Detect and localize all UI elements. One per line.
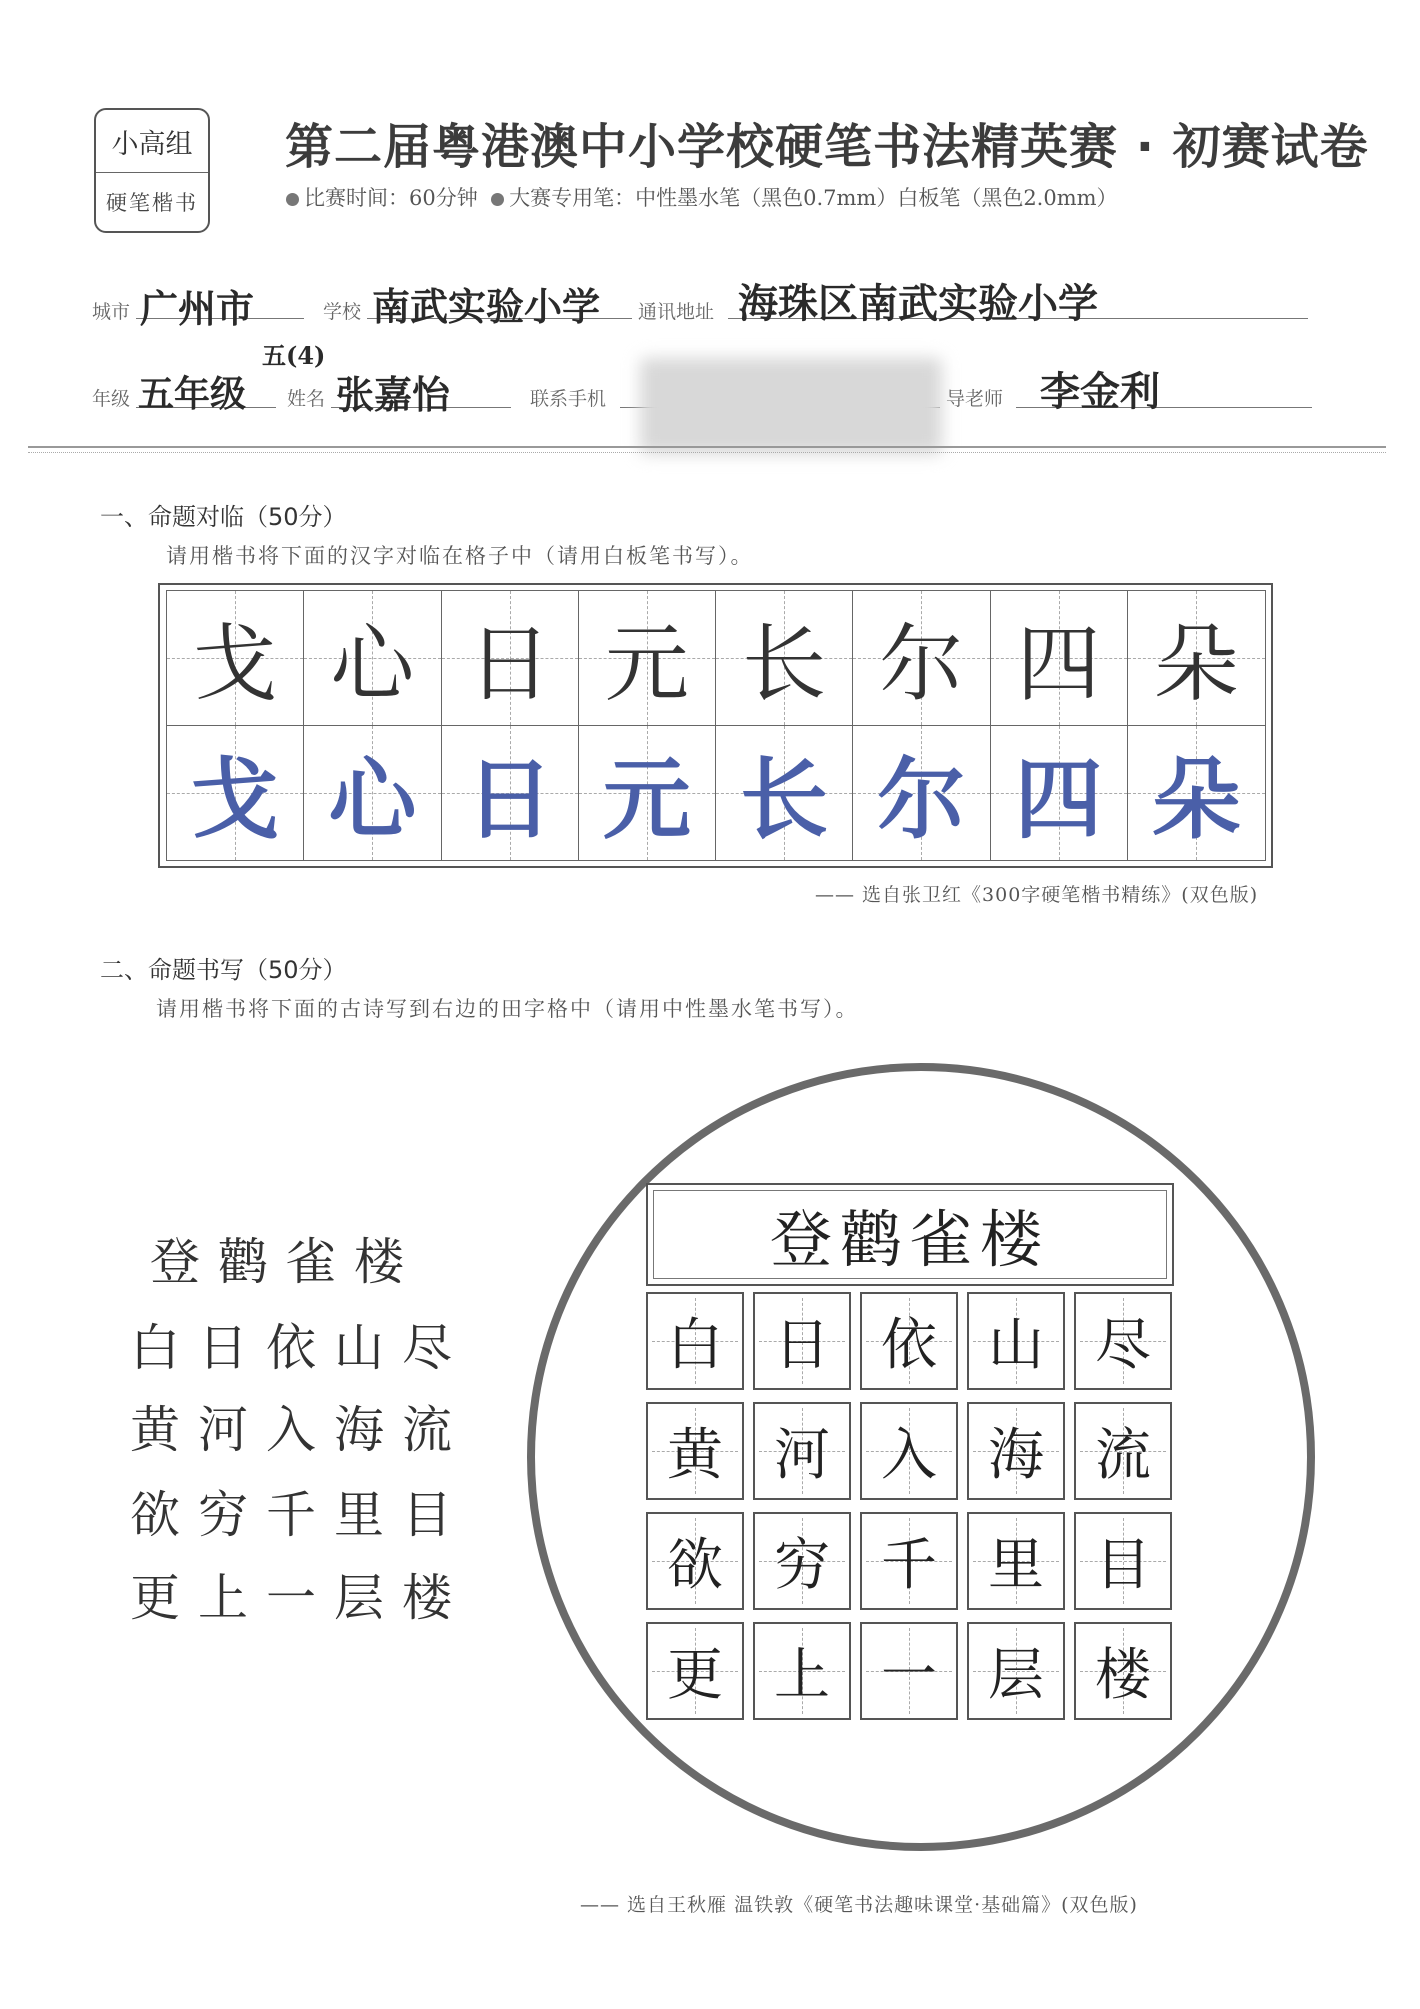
poem-char: 河 [774, 1423, 830, 1488]
poem-cell [753, 1512, 851, 1610]
address-label: 通讯地址 [638, 301, 715, 323]
header-divider-dotted [28, 452, 1386, 453]
model-char: 尔 [879, 615, 964, 714]
written-char: 朵 [1152, 747, 1241, 851]
written-char: 心 [328, 747, 417, 851]
poem-char: 穷 [774, 1533, 830, 1598]
phone-label: 联系手机 [530, 388, 607, 410]
time-text: 比赛时间：60分钟 [304, 186, 478, 210]
poem-line: 欲穷千里目 [130, 1486, 470, 1544]
written-char: 四 [1014, 747, 1103, 851]
model-cell [991, 591, 1128, 726]
model-char: 朵 [1154, 615, 1239, 714]
written-cell [853, 726, 990, 861]
written-char: 元 [602, 747, 691, 851]
teacher-value: 李金利 [1040, 368, 1160, 415]
poem-cell [753, 1402, 851, 1500]
poem-cell [967, 1292, 1065, 1390]
model-cell [167, 591, 304, 726]
model-cell [442, 591, 579, 726]
written-title: 登鹳雀楼 [769, 1203, 1050, 1276]
model-char: 长 [742, 615, 827, 714]
poem-cell [860, 1622, 958, 1720]
poem-cell [646, 1512, 744, 1610]
badge-style-label: 硬笔楷书 [106, 191, 198, 215]
written-cell [167, 726, 304, 861]
poem-cell [753, 1622, 851, 1720]
poem-title: 登鹳雀楼 [150, 1233, 422, 1291]
poem-char: 依 [881, 1313, 937, 1378]
model-char: 四 [1016, 615, 1101, 714]
model-char: 戈 [193, 615, 278, 714]
poem-char: 入 [881, 1423, 937, 1488]
poem-cell [1074, 1512, 1172, 1610]
copy-grid [166, 590, 1266, 861]
model-cell [304, 591, 441, 726]
poem-cell [1074, 1402, 1172, 1500]
poem-line: 更上一层楼 [130, 1569, 470, 1627]
model-cell [853, 591, 990, 726]
section2-title: 二、命题书写（50分） [100, 956, 347, 984]
poem-grid [646, 1292, 1176, 1727]
badge-group-label: 小高组 [96, 110, 208, 173]
model-cell [716, 591, 853, 726]
section1-instruction: 请用楷书将下面的汉字对临在格子中（请用白板笔书写）。 [166, 544, 754, 568]
written-cell [442, 726, 579, 861]
redacted-phone [640, 358, 942, 454]
poem-cell [753, 1292, 851, 1390]
poem-line: 白日依山尽 [130, 1319, 470, 1377]
written-char: 戈 [191, 747, 280, 851]
written-cell [716, 726, 853, 861]
city-label: 城市 [92, 301, 131, 323]
poem-cell [860, 1292, 958, 1390]
poem-char: 层 [988, 1643, 1044, 1708]
grade-label: 年级 [92, 388, 131, 410]
poem-cell [646, 1622, 744, 1720]
written-cell [579, 726, 716, 861]
teacher-label: 导老师 [946, 388, 1004, 410]
name-value: 张嘉怡 [336, 372, 451, 417]
written-char: 尔 [877, 747, 966, 851]
written-cell [304, 726, 441, 861]
school-label: 学校 [323, 301, 362, 323]
poem-char: 日 [774, 1313, 830, 1378]
bullet-icon [286, 193, 299, 206]
written-char: 长 [740, 747, 829, 851]
poem-cell [860, 1402, 958, 1500]
section1-source: —— 选自张卫红《300字硬笔楷书精练》(双色版) [815, 884, 1259, 906]
poem-char: 一 [881, 1643, 937, 1708]
poem-char: 里 [988, 1533, 1044, 1598]
written-cell [991, 726, 1128, 861]
page-title: 第二届粤港澳中小学校硬笔书法精英赛 · 初赛试卷 [285, 119, 1369, 175]
group-badge [94, 108, 210, 233]
city-value: 广州市 [140, 286, 255, 331]
contest-rules [286, 182, 1118, 212]
poem-cell [967, 1512, 1065, 1610]
poem-cell [646, 1292, 744, 1390]
poem-char: 白 [667, 1313, 723, 1378]
poem-cell [1074, 1622, 1172, 1720]
written-char: 日 [465, 747, 554, 851]
written-cell [1128, 726, 1265, 861]
class-note: 五(4) [262, 341, 326, 370]
written-title-box [646, 1183, 1174, 1286]
poem-line: 黄河入海流 [130, 1401, 470, 1459]
poem-cell [1074, 1292, 1172, 1390]
pen-text: 大赛专用笔：中性墨水笔（黑色0.7mm）白板笔（黑色2.0mm） [509, 186, 1118, 210]
model-cell [579, 591, 716, 726]
poem-char: 千 [881, 1533, 937, 1598]
name-label: 姓名 [287, 388, 326, 410]
poem-char: 山 [988, 1313, 1044, 1378]
poem-char: 更 [667, 1643, 723, 1708]
model-char: 元 [604, 615, 689, 714]
poem-char: 尽 [1095, 1313, 1151, 1378]
poem-char: 上 [774, 1643, 830, 1708]
model-char: 心 [330, 615, 415, 714]
poem-char: 流 [1095, 1423, 1151, 1488]
bullet-icon [491, 193, 504, 206]
poem-char: 欲 [667, 1533, 723, 1598]
poem-cell [646, 1402, 744, 1500]
address-value: 海珠区南武实验小学 [738, 280, 1098, 327]
model-char: 日 [467, 615, 552, 714]
section1-title: 一、命题对临（50分） [100, 503, 347, 531]
poem-char: 海 [988, 1423, 1044, 1488]
model-cell [1128, 591, 1265, 726]
poem-char: 楼 [1095, 1643, 1151, 1708]
header-divider [28, 446, 1386, 448]
school-value: 南武实验小学 [372, 284, 601, 329]
poem-cell [860, 1512, 958, 1610]
poem-char: 黄 [667, 1423, 723, 1488]
grade-value: 五年级 [138, 373, 247, 415]
section2-source: —— 选自王秋雁 温铁敦《硬笔书法趣味课堂·基础篇》(双色版) [580, 1894, 1138, 1916]
poem-cell [967, 1402, 1065, 1500]
section2-instruction: 请用楷书将下面的古诗写到右边的田字格中（请用中性墨水笔书写）。 [156, 997, 859, 1021]
poem-cell [967, 1622, 1065, 1720]
poem-char: 目 [1095, 1533, 1151, 1598]
